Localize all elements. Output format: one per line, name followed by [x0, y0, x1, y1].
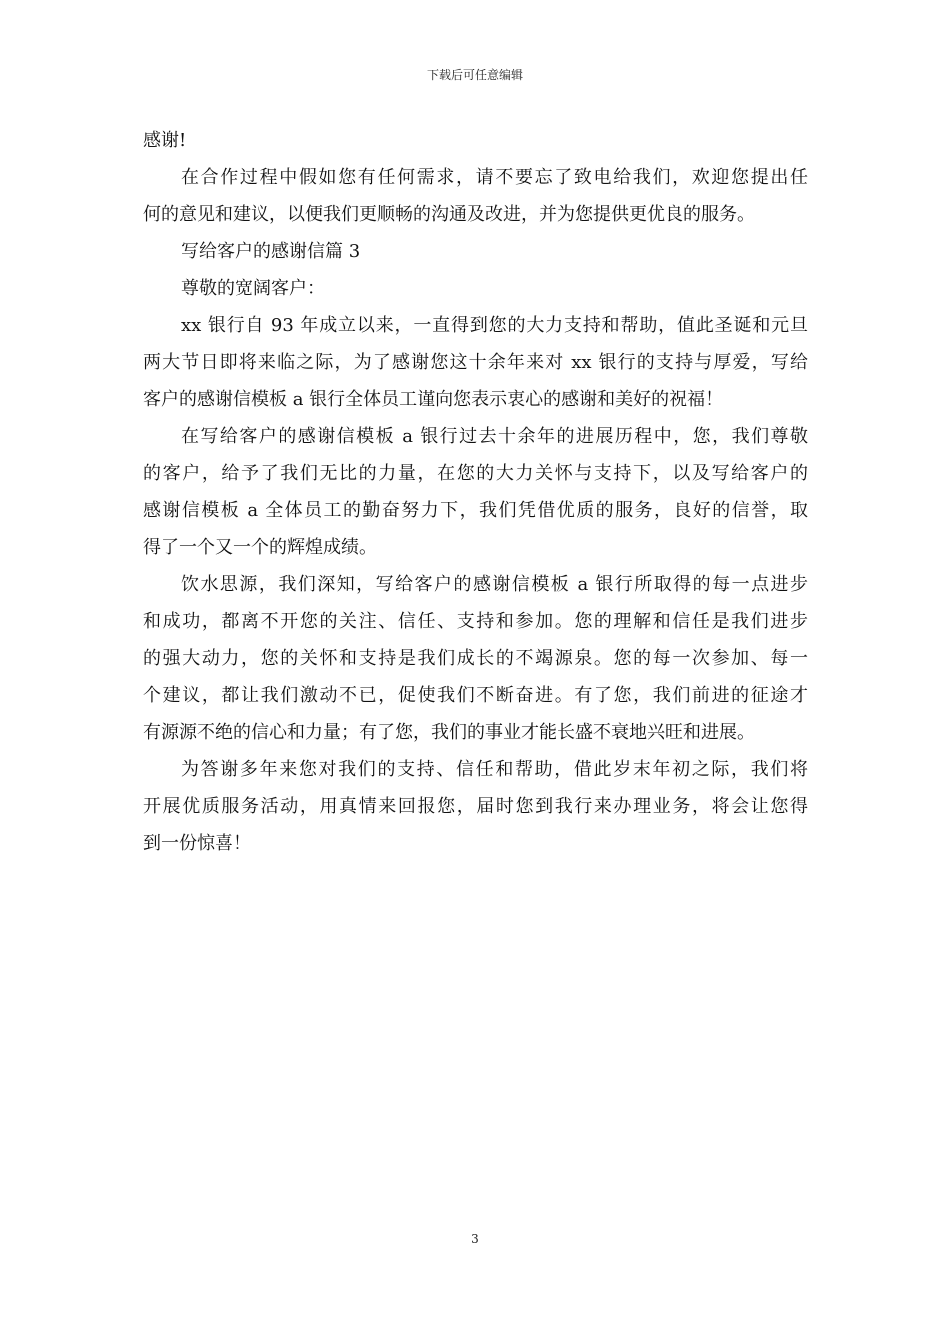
- paragraph-line: 的客户，给予了我们无比的力量，在您的大力关怀与支持下，以及写给客户的: [143, 463, 808, 484]
- paragraph-line: 在写给客户的感谢信模板 a 银行过去十余年的进展历程中，您，我们尊敬: [181, 426, 808, 447]
- page-header: 下载后可任意编辑: [426, 68, 523, 82]
- paragraph-line: 个建议，都让我们激动不已，促使我们不断奋进。有了您，我们前进的征途才: [143, 685, 808, 706]
- paragraph-line: 在合作过程中假如您有任何需求，请不要忘了致电给我们，欢迎您提出任: [181, 167, 808, 188]
- paragraph-line: 为答谢多年来您对我们的支持、信任和帮助，借此岁末年初之际，我们将: [181, 759, 808, 780]
- page-number: 3: [471, 1232, 479, 1246]
- salutation: 尊敬的宽阔客户：: [181, 278, 325, 299]
- paragraph-line: 何的意见和建议，以便我们更顺畅的沟通及改进，并为您提供更优良的服务。: [143, 204, 755, 225]
- document-body: [143, 122, 808, 862]
- section-heading: 写给客户的感谢信篇 3: [181, 241, 361, 262]
- paragraph-line: 开展优质服务活动，用真情来回报您，届时您到我行来办理业务，将会让您得: [143, 796, 808, 817]
- paragraph-line: 感谢信模板 a 全体员工的勤奋努力下，我们凭借优质的服务，良好的信誉，取: [143, 500, 808, 521]
- paragraph-line: 感谢!: [143, 130, 187, 151]
- paragraph-line: 饮水思源，我们深知，写给客户的感谢信模板 a 银行所取得的每一点进步: [181, 574, 808, 595]
- paragraph-line: 得了一个又一个的辉煌成绩。: [143, 537, 377, 558]
- paragraph-line: 和成功，都离不开您的关注、信任、支持和参加。您的理解和信任是我们进步: [143, 611, 808, 632]
- paragraph-line: 客户的感谢信模板 a 银行全体员工谨向您表示衷心的感谢和美好的祝福！: [143, 389, 724, 410]
- paragraph-line: 的强大动力，您的关怀和支持是我们成长的不竭源泉。您的每一次参加、每一: [143, 648, 808, 669]
- paragraph-line: 两大节日即将来临之际，为了感谢您这十余年来对 xx 银行的支持与厚爱，写给: [143, 352, 808, 373]
- paragraph-line: 有源源不绝的信心和力量；有了您，我们的事业才能长盛不衰地兴旺和进展。: [143, 722, 755, 743]
- paragraph-line: xx 银行自 93 年成立以来，一直得到您的大力支持和帮助，值此圣诞和元旦: [181, 315, 808, 336]
- paragraph-line: 到一份惊喜！: [143, 833, 251, 854]
